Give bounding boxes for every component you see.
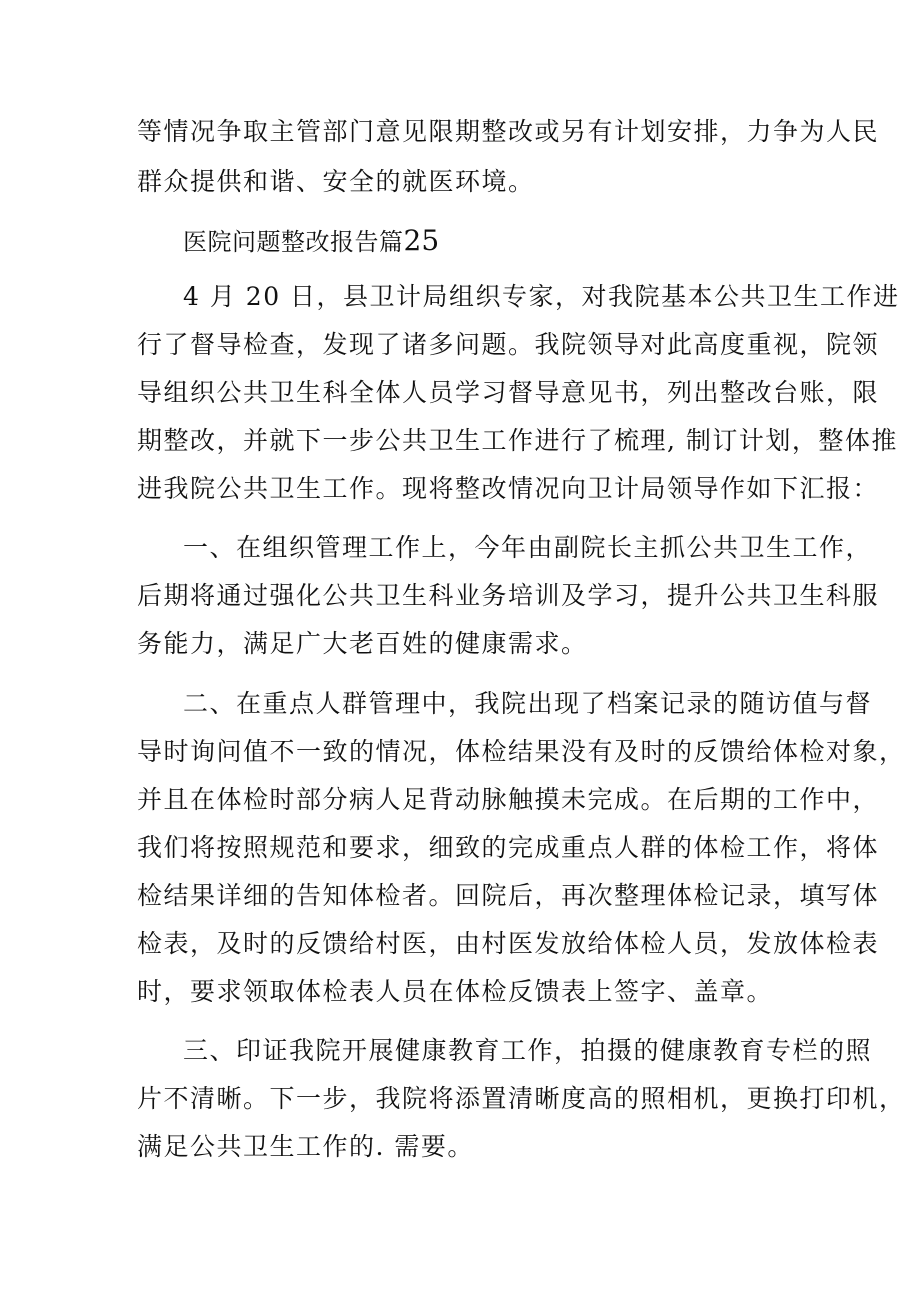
paragraph-3-line-1: 二、在重点人群管理中，我院出现了档案记录的随访值与督 xyxy=(183,689,873,718)
intro-line-2: 群众提供和谐、安全的就医环境。 xyxy=(137,167,535,196)
paragraph-1-line-2: 行了督导检查，发现了诸多问题。我院领导对此高度重视，院领 xyxy=(137,330,880,359)
paragraph-3-line-3: 并且在体检时部分病人足背动脉触摸未完成。在后期的工作中， xyxy=(137,785,880,814)
paragraph-4-line-1: 三、印证我院开展健康教育工作，拍摄的健康教育专栏的照 xyxy=(183,1036,873,1065)
section-heading xyxy=(183,226,439,257)
paragraph-3-line-7: 时，要求领取体检表人员在体检反馈表上签字、盖章。 xyxy=(137,977,774,1006)
paragraph-4-line-3: 满足公共卫生工作的. 需要。 xyxy=(137,1132,474,1161)
paragraph-1-line-3: 导组织公共卫生科全体人员学习督导意见书，列出整改台账，限 xyxy=(137,378,880,407)
paragraph-3-line-2: 导时询问值不一致的情况，体检结果没有及时的反馈给体检对象， xyxy=(137,737,906,766)
paragraph-2-line-3: 务能力，满足广大老百姓的健康需求。 xyxy=(137,629,588,658)
paragraph-3-line-6: 检表，及时的反馈给村医，由村医发放给体检人员，发放体检表 xyxy=(137,929,880,958)
paragraph-3-line-4: 我们将按照规范和要求，细致的完成重点人群的体检工作，将体 xyxy=(137,833,880,862)
paragraph-3-line-5: 检结果详细的告知体检者。回院后，再次整理体检记录，填写体 xyxy=(137,881,880,910)
heading-text: 医院问题整改报告篇 xyxy=(183,228,404,256)
paragraph-2-line-2: 后期将通过强化公共卫生科业务培训及学习，提升公共卫生科服 xyxy=(137,581,880,610)
paragraph-1-line-5: 进我院公共卫生工作。现将整改情况向卫计局领导作如下汇报： xyxy=(137,474,880,503)
paragraph-1-line-1: 4 月 20 日，县卫计局组织专家，对我院基本公共卫生工作进 xyxy=(183,282,900,311)
heading-number: 25 xyxy=(403,224,440,257)
paragraph-4-line-2: 片不清晰。下一步，我院将添置清晰度高的照相机，更换打印机， xyxy=(137,1084,906,1113)
paragraph-1-line-4: 期整改，并就下一步公共卫生工作进行了梳理, 制订计划，整体推 xyxy=(137,426,898,455)
paragraph-2-line-1: 一、在组织管理工作上，今年由副院长主抓公共卫生工作， xyxy=(183,533,873,562)
intro-line-1: 等情况争取主管部门意见限期整改或另有计划安排，力争为人民 xyxy=(137,117,880,146)
